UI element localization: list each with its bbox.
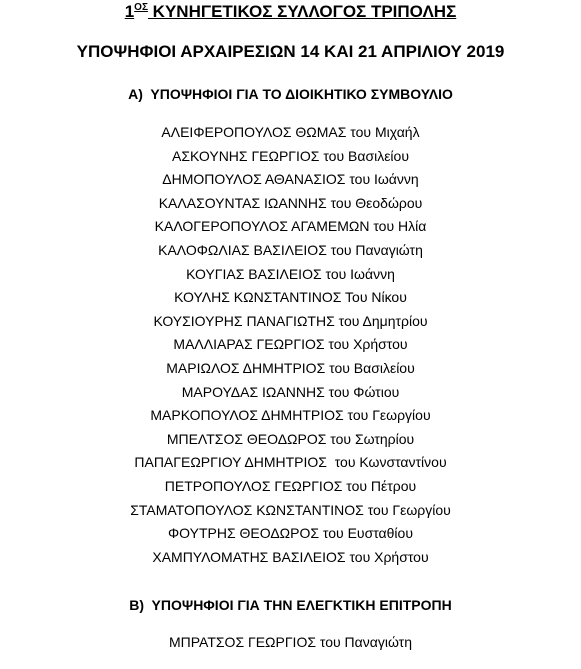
candidate-item: ΜΑΡΚΟΠΟΥΛΟΣ ΔΗΜΗΤΡΙΟΣ του Γεωργίου bbox=[150, 407, 431, 424]
candidate-item: ΦΟΥΤΡΗΣ ΘΕΟΔΩΡΟΣ του Ευσταθίου bbox=[168, 525, 413, 542]
candidate-item: ΚΑΛΑΣΟΥΝΤΑΣ ΙΩΑΝΝΗΣ του Θεοδώρου bbox=[158, 194, 423, 211]
candidate-item: ΑΣΚΟΥΝΗΣ ΓΕΩΡΓΙΟΣ του Βασιλείου bbox=[172, 147, 409, 164]
candidate-item: ΜΠΕΛΤΣΟΣ ΘΕΟΔΩΡΟΣ του Σωτηρίου bbox=[166, 430, 415, 447]
candidate-item: ΚΟΥΓΙΑΣ ΒΑΣΙΛΕΙΟΣ του Ιωάννη bbox=[186, 265, 395, 282]
section-a-heading: Α) ΥΠΟΨΗΦΙΟΙ ΓΙΑ ΤΟ ΔΙΟΙΚΗΤΙΚΟ ΣΥΜΒΟΥΛΙΟ bbox=[128, 86, 453, 102]
candidate-item: ΚΟΥΣΙΟΥΡΗΣ ΠΑΝΑΓΙΩΤΗΣ του Δημητρίου bbox=[153, 312, 428, 329]
candidate-item: ΣΤΑΜΑΤΟΠΟΥΛΟΣ ΚΩΝΣΤΑΝΤΙΝΟΣ του Γεωργίου bbox=[130, 501, 451, 518]
candidate-item: ΠΑΠΑΓΕΩΡΓΙΟΥ ΔΗΜΗΤΡΙΟΣ του Κωνσταντίνου bbox=[134, 454, 447, 471]
candidate-item: ΔΗΜΟΠΟΥΛΟΣ ΑΘΑΝΑΣΙΟΣ του Ιωάννη bbox=[162, 171, 419, 188]
candidate-item: ΚΑΛΟΦΩΛΙΑΣ ΒΑΣΙΛΕΙΟΣ του Παναγιώτη bbox=[158, 241, 423, 258]
candidate-item: ΜΑΛΛΙΑΡΑΣ ΓΕΩΡΓΙΟΣ του Χρήστου bbox=[173, 336, 408, 353]
candidate-item: ΧΑΜΠΥΛΟΜΑΤΗΣ ΒΑΣΙΛΕΙΟΣ του Χρήστου bbox=[152, 548, 429, 565]
candidate-item: ΠΕΤΡΟΠΟΥΛΟΣ ΓΕΩΡΓΙΟΣ του Πέτρου bbox=[164, 477, 417, 494]
candidate-item: ΜΑΡΟΥΔΑΣ ΙΩΑΝΝΗΣ του Φώτιου bbox=[181, 383, 400, 400]
title-number: 1 bbox=[124, 2, 135, 21]
document-title bbox=[0, 2, 581, 22]
document-subtitle: ΥΠΟΨΗΦΙΟΙ ΑΡΧΑΙΡΕΣΙΩΝ 14 ΚΑΙ 21 ΑΠΡΙΛΙΟΥ 2019 bbox=[76, 42, 505, 61]
section-b-heading: Β) ΥΠΟΨΗΦΙΟΙ ΓΙΑ ΤΗΝ ΕΛΕΓΚΤΙΚΗ ΕΠΙΤΡΟΠΗ bbox=[129, 597, 452, 613]
candidate-item: ΚΟΥΛΗΣ ΚΩΝΣΤΑΝΤΙΝΟΣ Του Νίκου bbox=[174, 289, 407, 306]
candidate-item: ΚΑΛΟΓΕΡΟΠΟΥΛΟΣ ΑΓΑΜΕΜΩΝ του Ηλία bbox=[154, 218, 427, 235]
candidate-item: ΑΛΕΙΦΕΡΟΠΟΥΛΟΣ ΘΩΜΑΣ του Μιχαήλ bbox=[161, 124, 420, 140]
title-superscript: ΟΣ bbox=[134, 2, 148, 13]
audit-committee-candidates-list bbox=[0, 632, 581, 656]
candidate-item: ΜΑΡΙΩΛΟΣ ΔΗΜΗΤΡΙΟΣ του Βασιλείου bbox=[166, 359, 415, 376]
candidate-item: ΜΠΡΑΤΣΟΣ ΓΕΩΡΓΙΟΣ του Παναγιώτη bbox=[168, 634, 413, 650]
board-candidates-list bbox=[0, 122, 581, 570]
title-text: ΚΥΝΗΓΕΤΙΚΟΣ ΣΥΛΛΟΓΟΣ ΤΡΙΠΟΛΗΣ bbox=[147, 2, 457, 21]
